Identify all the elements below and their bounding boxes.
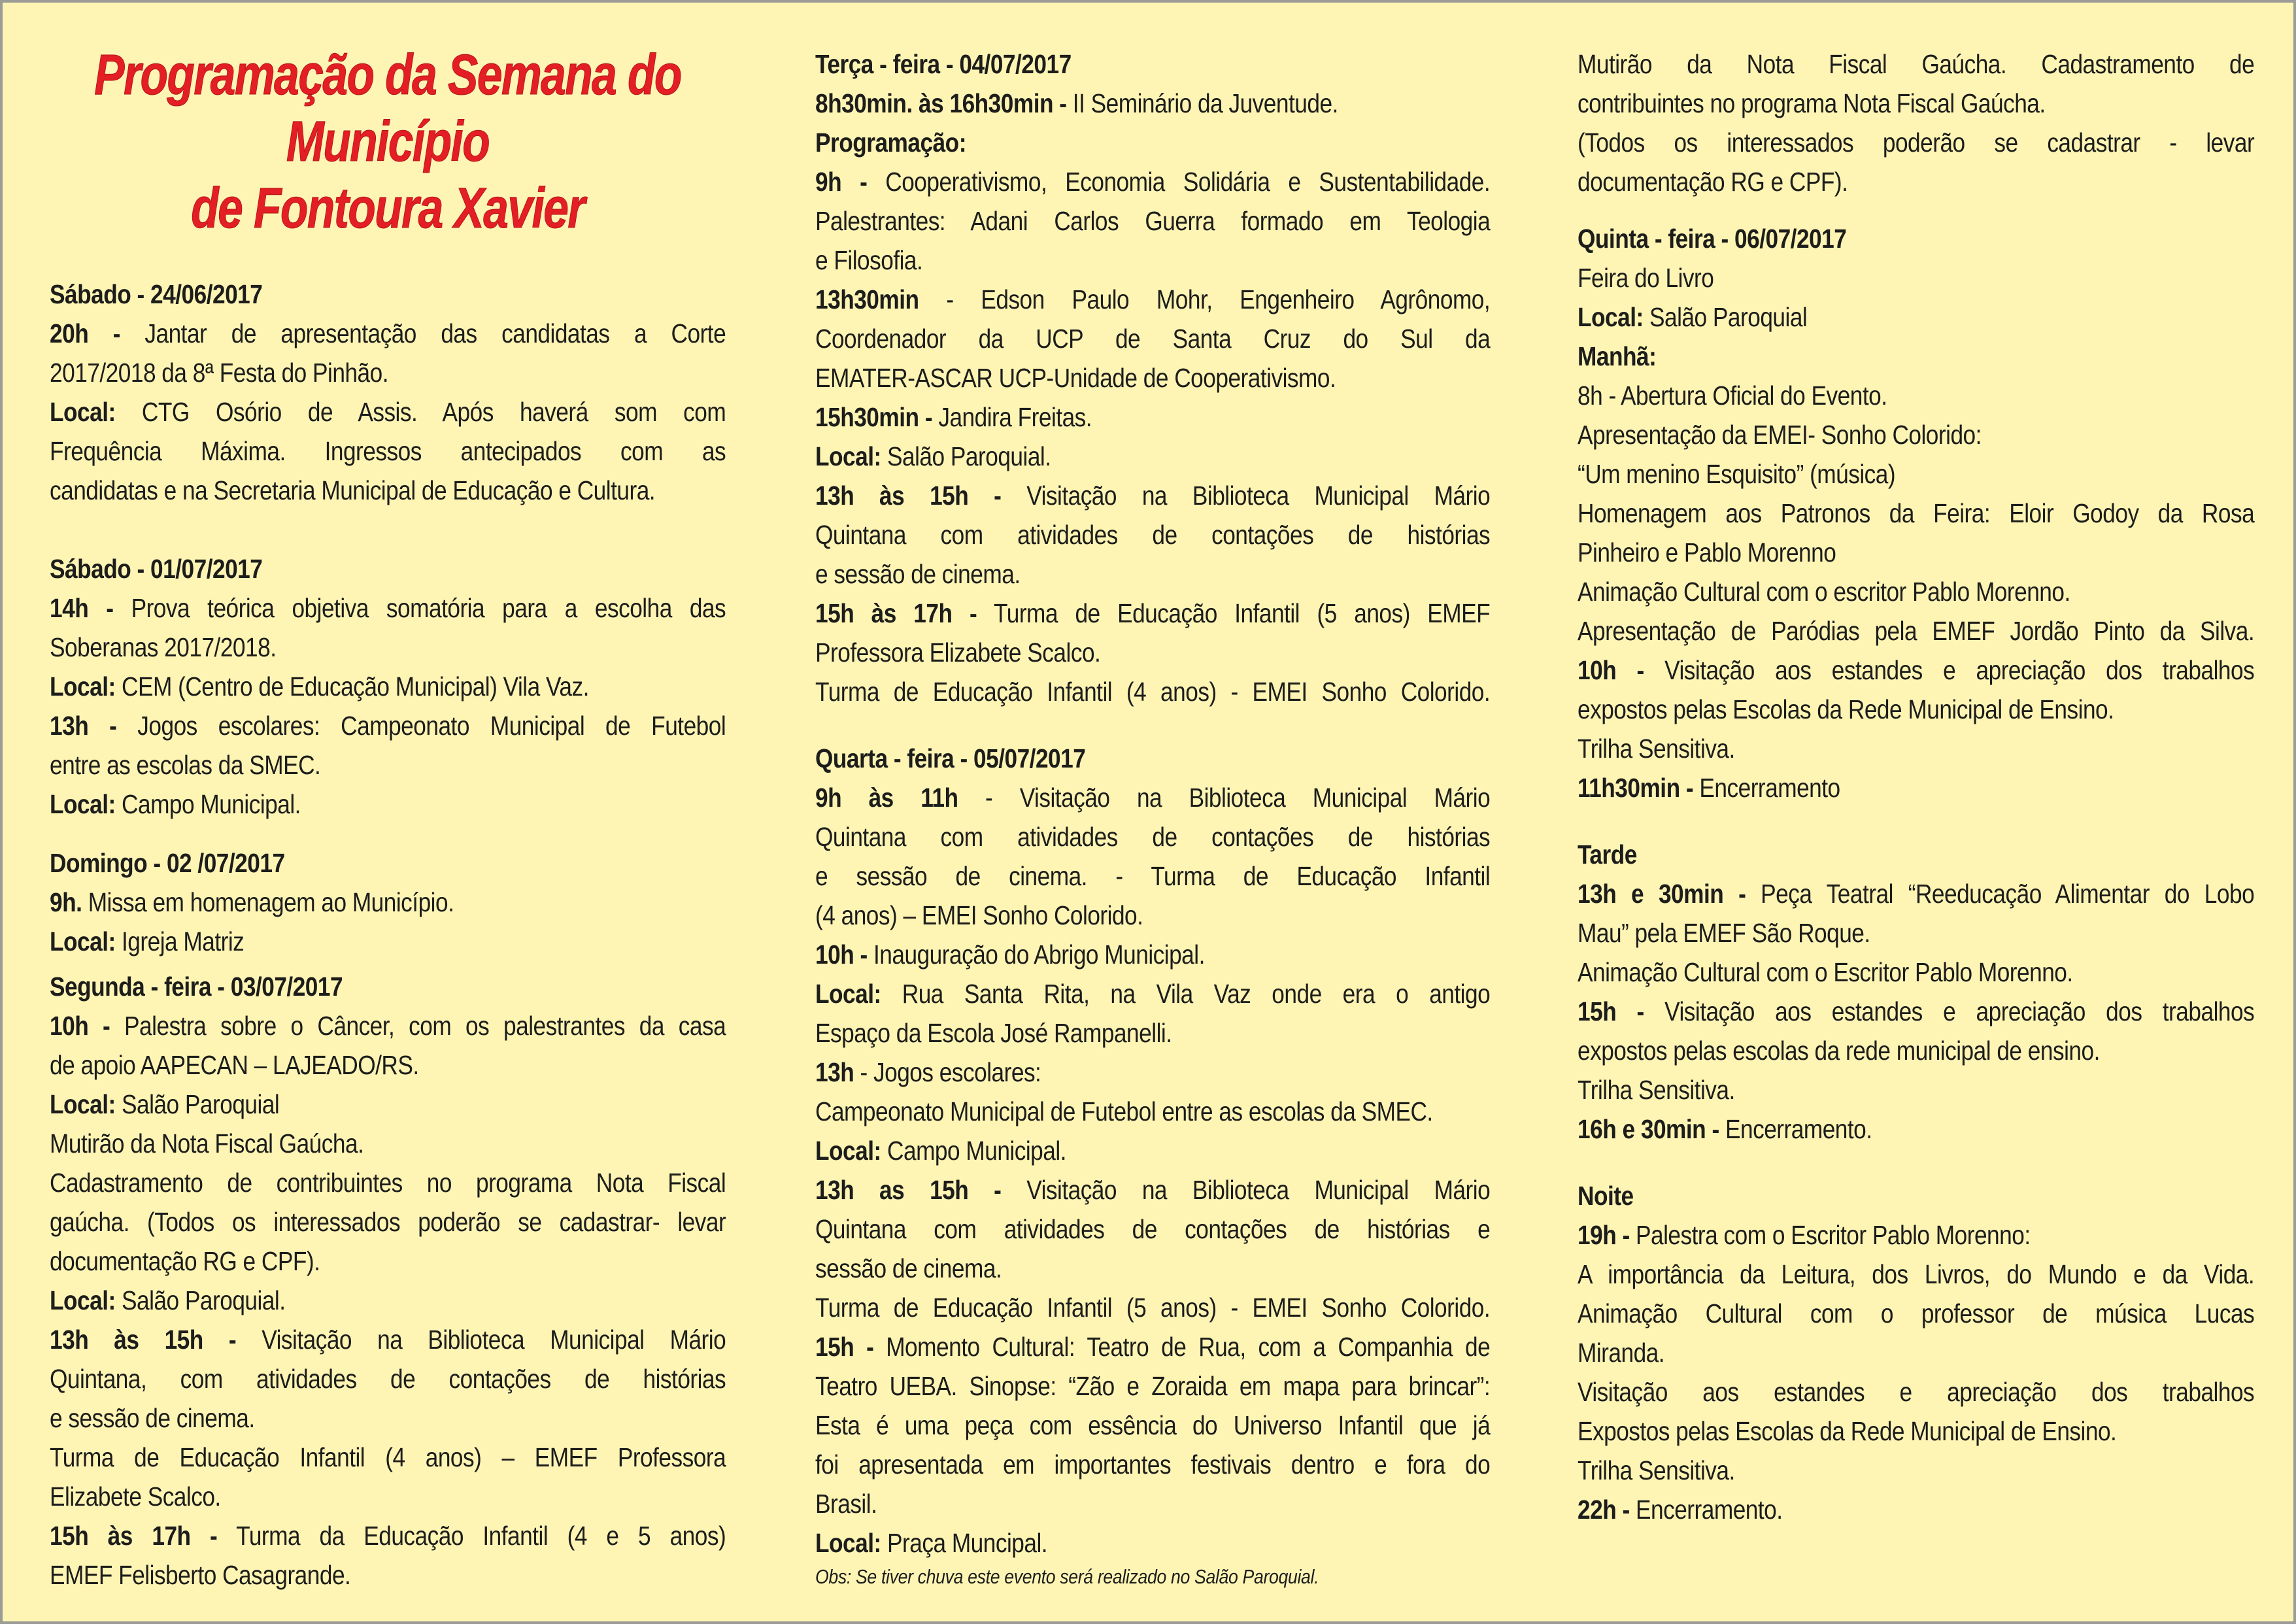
line-text: Coordenador da UCP de Santa Cruz do Sul da xyxy=(815,324,1491,354)
day-heading: Programação: xyxy=(815,127,966,158)
schedule-line xyxy=(815,319,1490,358)
schedule-line xyxy=(1578,1412,2254,1451)
schedule-line xyxy=(1578,768,2254,807)
page-title xyxy=(86,42,689,242)
line-text: - Jogos escolares: xyxy=(854,1057,1041,1087)
line-text: e sessão de cinema. xyxy=(815,559,1021,589)
time-label: Local: xyxy=(50,1089,116,1119)
schedule-line xyxy=(815,1366,1490,1406)
schedule-line xyxy=(50,922,726,961)
day-heading: Quarta - feira - 05/07/2017 xyxy=(815,743,1086,773)
line-text: Igreja Matriz xyxy=(115,926,245,956)
line-text: II Seminário da Juventude. xyxy=(1066,88,1338,118)
schedule-line xyxy=(50,745,726,785)
schedule-line xyxy=(815,1053,1490,1092)
time-label: 20h - xyxy=(50,318,120,348)
schedule-line xyxy=(50,883,726,922)
line-text: Jantar de apresentação das candidatas a Corte xyxy=(120,318,726,348)
line-text: expostos pelas Escolas da Rede Municipal de Ensino. xyxy=(1578,694,2114,724)
line-text: Visitação aos estandes e apreciação dos trabalhos xyxy=(1644,655,2255,685)
line-text: e Filosofia. xyxy=(815,245,923,275)
schedule-line xyxy=(815,1131,1490,1170)
schedule-line xyxy=(815,1288,1490,1327)
schedule-line xyxy=(815,241,1490,280)
line-text: Animação Cultural com o professor de música Lucas xyxy=(1578,1298,2255,1328)
time-label: Local: xyxy=(815,1136,881,1166)
line-text: gaúcha. (Todos os interessados poderão se cadastrar- levar xyxy=(50,1207,726,1237)
line-text: Turma da Educação Infantil (4 e 5 anos) xyxy=(217,1521,726,1551)
time-label: 15h às 17h - xyxy=(815,598,977,628)
schedule-line xyxy=(1578,913,2254,953)
spacer xyxy=(1578,1149,2254,1176)
schedule-line xyxy=(815,554,1490,594)
schedule-line xyxy=(1578,1255,2254,1294)
schedule-line xyxy=(815,1170,1490,1210)
schedule-line xyxy=(815,358,1490,398)
line-text: Missa em homenagem ao Município. xyxy=(82,887,454,917)
line-text: Professora Elizabete Scalco. xyxy=(815,637,1101,668)
time-label: 9h. xyxy=(50,887,82,917)
time-label: Local: xyxy=(50,397,116,427)
line-text: Apresentação de Paródias pela EMEF Jordão Pinto da Silva. xyxy=(1578,616,2255,646)
line-text: - Visitação na Biblioteca Municipal Mário xyxy=(958,783,1491,813)
line-text: Brasil. xyxy=(815,1489,877,1519)
schedule-line xyxy=(1578,376,2254,415)
time-label: Local: xyxy=(815,979,881,1009)
line-text: Prova teórica objetiva somatória para a escolha das xyxy=(113,593,726,623)
line-text: Visitação aos estandes e apreciação dos trabalhos xyxy=(1644,996,2255,1026)
schedule-line xyxy=(1578,1215,2254,1255)
schedule-line xyxy=(1578,729,2254,768)
line-text: Jogos escolares: Campeonato Municipal de Futebol xyxy=(116,711,726,741)
line-text: Peça Teatral “Reeducação Alimentar do Lobo xyxy=(1746,879,2255,909)
line-text: Campo Municipal. xyxy=(115,789,301,819)
line-text: de apoio AAPECAN – LAJEADO/RS. xyxy=(50,1050,419,1080)
line-text: Elizabete Scalco. xyxy=(50,1481,221,1512)
line-text: CEM (Centro de Educação Municipal) Vila Vaz. xyxy=(115,671,589,702)
time-label: Local: xyxy=(50,926,116,956)
schedule-line xyxy=(815,1210,1490,1249)
schedule-line xyxy=(50,392,726,431)
schedule-line xyxy=(815,935,1490,974)
line-text: Salão Paroquial xyxy=(1643,302,1808,332)
time-label: Local: xyxy=(50,671,116,702)
line-text: Encerramento. xyxy=(1719,1114,1872,1144)
schedule-line xyxy=(815,84,1490,123)
time-label: 13h e 30min - xyxy=(1578,879,1746,909)
schedule-line xyxy=(1578,953,2254,992)
schedule-line xyxy=(50,1359,726,1398)
line-text: entre as escolas da SMEC. xyxy=(50,750,321,780)
line-text: Praça Muncipal. xyxy=(881,1528,1048,1558)
schedule-right xyxy=(1578,44,2254,1529)
line-text: Trilha Sensitiva. xyxy=(1578,1455,1735,1485)
line-text: Palestra sobre o Câncer, com os palestrantes da casa xyxy=(110,1011,726,1041)
time-label: 15h às 17h - xyxy=(50,1521,218,1551)
schedule-line xyxy=(815,1013,1490,1053)
schedule-line xyxy=(815,896,1490,935)
line-text: - Edson Paulo Mohr, Engenheiro Agrônomo, xyxy=(919,284,1491,314)
schedule-line xyxy=(815,856,1490,896)
time-label: 13h30min xyxy=(815,284,919,314)
line-text: Palestrantes: Adani Carlos Guerra formado em Teologia xyxy=(815,206,1491,236)
schedule-line xyxy=(815,817,1490,856)
line-text: Mau” pela EMEF São Roque. xyxy=(1578,918,1870,948)
schedule-line xyxy=(50,1555,726,1595)
time-label: 13h as 15h - xyxy=(815,1175,1002,1205)
time-label: 10h - xyxy=(1578,655,1644,685)
schedule-line xyxy=(815,476,1490,515)
line-text: Palestra com o Escritor Pablo Morenno: xyxy=(1629,1220,2031,1250)
line-text: Encerramento xyxy=(1693,773,1840,803)
schedule-line xyxy=(815,1092,1490,1131)
time-label: 13h às 15h - xyxy=(50,1325,237,1355)
spacer xyxy=(1578,807,2254,835)
time-label: 15h30min - xyxy=(815,402,933,432)
schedule-line xyxy=(815,201,1490,241)
line-text: Cooperativismo, Economia Solidária e Sustentabilidade. xyxy=(867,167,1491,197)
day-heading: Noite xyxy=(1578,1181,1634,1211)
schedule-line xyxy=(1578,162,2254,201)
column-right xyxy=(1578,3,2254,1529)
line-text: Salão Paroquial xyxy=(115,1089,280,1119)
schedule-line xyxy=(815,1484,1490,1523)
schedule-line xyxy=(50,1281,726,1320)
schedule-line xyxy=(50,1516,726,1555)
schedule-line xyxy=(50,1085,726,1124)
line-text: Quintana com atividades de contações de histórias xyxy=(815,520,1491,550)
observation-note: Obs: Se tiver chuva este evento será realizado no Salão Paroquial. xyxy=(815,1565,1319,1588)
schedule-line xyxy=(50,667,726,706)
schedule-line xyxy=(1578,992,2254,1031)
line-text: sessão de cinema. xyxy=(815,1253,1002,1283)
line-text: candidatas e na Secretaria Municipal de Educação e Cultura. xyxy=(50,475,656,505)
line-text: EMATER-ASCAR UCP-Unidade de Cooperativismo. xyxy=(815,363,1336,393)
day-heading: Domingo - 02 /07/2017 xyxy=(50,848,285,878)
line-text: Rua Santa Rita, na Vila Vaz onde era o antigo xyxy=(881,979,1491,1009)
line-text: Visitação na Biblioteca Municipal Mário xyxy=(1001,481,1491,511)
schedule-line xyxy=(50,1163,726,1202)
title-line-2: de Fontoura Xavier xyxy=(191,177,584,240)
schedule-line xyxy=(50,706,726,745)
time-label: Local: xyxy=(1578,302,1644,332)
day-heading: Quinta - feira - 06/07/2017 xyxy=(1578,224,1847,254)
spacer xyxy=(1578,201,2254,219)
schedule-line xyxy=(815,1327,1490,1366)
schedule-line xyxy=(1578,494,2254,533)
spacer xyxy=(50,824,726,843)
schedule-line xyxy=(815,515,1490,554)
line-text: Mutirão da Nota Fiscal Gaúcha. xyxy=(50,1128,364,1159)
column-middle xyxy=(815,3,1490,1591)
schedule-line xyxy=(815,1523,1490,1563)
line-text: Quintana, com atividades de contações de histórias xyxy=(50,1364,726,1394)
schedule-line xyxy=(1578,454,2254,494)
day-heading: Sábado - 24/06/2017 xyxy=(50,279,263,309)
line-text: Salão Paroquial. xyxy=(115,1285,286,1315)
schedule-line xyxy=(50,1006,726,1045)
schedule-line xyxy=(815,280,1490,319)
line-text: Esta é uma peça com essência do Universo Infantil que já xyxy=(815,1410,1491,1440)
schedule-line xyxy=(1578,297,2254,337)
line-text: EMEF Felisberto Casagrande. xyxy=(50,1560,351,1590)
line-text: 8h - Abertura Oficial do Evento. xyxy=(1578,381,1887,411)
schedule-line xyxy=(1578,1372,2254,1412)
time-label: 15h - xyxy=(815,1332,874,1362)
schedule-line xyxy=(50,1477,726,1516)
schedule-line xyxy=(1578,651,2254,690)
schedule-line xyxy=(815,974,1490,1013)
line-text: Inauguração do Abrigo Municipal. xyxy=(867,939,1205,970)
time-label: Local: xyxy=(50,1285,116,1315)
schedule-line xyxy=(50,431,726,471)
schedule-line xyxy=(815,672,1490,711)
line-text: Trilha Sensitiva. xyxy=(1578,734,1735,764)
schedule-line xyxy=(1578,1294,2254,1333)
line-text: Animação Cultural com o Escritor Pablo Morenno. xyxy=(1578,957,2073,987)
schedule-line xyxy=(50,1438,726,1477)
line-text: Turma de Educação Infantil (4 anos) - EMEI Sonho Colorido. xyxy=(815,677,1491,707)
line-text: e sessão de cinema. xyxy=(50,1403,255,1433)
schedule-line xyxy=(1578,44,2254,84)
day-heading: Segunda - feira - 03/07/2017 xyxy=(50,972,343,1002)
line-text: Campeonato Municipal de Futebol entre as escolas da SMEC. xyxy=(815,1096,1433,1126)
schedule-line xyxy=(1578,84,2254,123)
line-text: Teatro UEBA. Sinopse: “Zão e Zoraida em mapa para brincar”: xyxy=(815,1371,1491,1401)
line-text: Cadastramento de contribuintes no programa Nota Fiscal xyxy=(50,1168,726,1198)
schedule-line xyxy=(815,1445,1490,1484)
line-text: (4 anos) – EMEI Sonho Colorido. xyxy=(815,900,1143,930)
line-text: Expostos pelas Escolas da Rede Municipal de Ensino. xyxy=(1578,1416,2117,1446)
line-text: Turma de Educação Infantil (5 anos) EMEF xyxy=(977,598,1491,628)
time-label: 13h às 15h - xyxy=(815,481,1002,511)
line-text: “Um menino Esquisito” (música) xyxy=(1578,459,1896,489)
line-text: Salão Paroquial. xyxy=(881,441,1051,471)
schedule-line xyxy=(815,594,1490,633)
spacer xyxy=(815,711,1490,739)
schedule-line xyxy=(815,162,1490,201)
schedule-line xyxy=(1578,415,2254,454)
schedule-line xyxy=(50,314,726,353)
line-text: Frequência Máxima. Ingressos antecipados com as xyxy=(50,436,726,466)
schedule-line xyxy=(815,398,1490,437)
line-text: A importância da Leitura, dos Livros, do Mundo e da Vida. xyxy=(1578,1259,2255,1289)
schedule-line xyxy=(50,1202,726,1242)
time-label: 14h - xyxy=(50,593,114,623)
line-text: Trilha Sensitiva. xyxy=(1578,1075,1735,1105)
line-text: Encerramento. xyxy=(1629,1495,1783,1525)
line-text: Momento Cultural: Teatro de Rua, com a Companhia de xyxy=(873,1332,1491,1362)
line-text: contribuintes no programa Nota Fiscal Gaúcha. xyxy=(1578,88,2046,118)
line-text: Homenagem aos Patronos da Feira: Eloir Godoy da Rosa xyxy=(1578,498,2255,528)
schedule-line xyxy=(1578,1333,2254,1372)
time-label: 13h - xyxy=(50,711,117,741)
schedule-line xyxy=(50,588,726,628)
schedule-line xyxy=(50,1242,726,1281)
time-label: 16h e 30min - xyxy=(1578,1114,1719,1144)
time-label: 13h xyxy=(815,1057,854,1087)
line-text: Animação Cultural com o escritor Pablo Morenno. xyxy=(1578,577,2070,607)
day-heading: Terça - feira - 04/07/2017 xyxy=(815,49,1072,79)
time-label: Local: xyxy=(50,789,116,819)
line-text: Campo Municipal. xyxy=(881,1136,1066,1166)
schedule-line xyxy=(1578,1490,2254,1529)
line-text: Soberanas 2017/2018. xyxy=(50,632,277,662)
day-heading: Manhã: xyxy=(1578,341,1657,371)
line-text: Turma de Educação Infantil (5 anos) - EMEI Sonho Colorido. xyxy=(815,1293,1491,1323)
schedule-line xyxy=(1578,572,2254,611)
time-label: 9h - xyxy=(815,167,868,197)
time-label: 10h - xyxy=(815,939,868,970)
line-text: Visitação na Biblioteca Municipal Mário xyxy=(236,1325,726,1355)
day-heading: Sábado - 01/07/2017 xyxy=(50,554,263,584)
line-text: Quintana com atividades de contações de histórias e xyxy=(815,1214,1491,1244)
schedule-line xyxy=(50,353,726,392)
line-text: Pinheiro e Pablo Morenno xyxy=(1578,537,1836,567)
schedule-line xyxy=(1578,533,2254,572)
schedule-line xyxy=(1578,611,2254,651)
schedule-line xyxy=(1578,1070,2254,1109)
schedule-line xyxy=(50,471,726,510)
schedule-line xyxy=(50,785,726,824)
schedule-left xyxy=(50,275,726,1595)
schedule-middle xyxy=(815,44,1490,1591)
time-label: Local: xyxy=(815,441,881,471)
schedule-line xyxy=(815,1406,1490,1445)
line-text: Miranda. xyxy=(1578,1338,1665,1368)
schedule-line xyxy=(1578,690,2254,729)
line-text: 2017/2018 da 8ª Festa do Pinhão. xyxy=(50,358,389,388)
time-label: 15h - xyxy=(1578,996,1644,1026)
schedule-line xyxy=(1578,1109,2254,1149)
time-label: 10h - xyxy=(50,1011,110,1041)
schedule-line xyxy=(50,1320,726,1359)
schedule-line xyxy=(1578,874,2254,913)
line-text: expostos pelas escolas da rede municipal de ensino. xyxy=(1578,1036,2100,1066)
schedule-line xyxy=(50,628,726,667)
time-label: 19h - xyxy=(1578,1220,1630,1250)
column-left xyxy=(50,3,726,1595)
line-text: Turma de Educação Infantil (4 anos) – EMEF Professora xyxy=(50,1442,726,1472)
schedule-line xyxy=(50,1398,726,1438)
spacer xyxy=(50,510,726,549)
schedule-line xyxy=(1578,1451,2254,1490)
schedule-line xyxy=(50,1124,726,1163)
schedule-line xyxy=(1578,258,2254,297)
line-text: Visitação na Biblioteca Municipal Mário xyxy=(1001,1175,1491,1205)
spacer xyxy=(50,961,726,967)
schedule-line xyxy=(1578,1031,2254,1070)
line-text: Espaço da Escola José Rampanelli. xyxy=(815,1018,1172,1048)
line-text: e sessão de cinema. - Turma de Educação Infantil xyxy=(815,861,1491,891)
schedule-line xyxy=(815,633,1490,672)
title-line-1: Programação da Semana do Município xyxy=(94,43,681,173)
line-text: CTG Osório de Assis. Após haverá som com xyxy=(115,397,726,427)
line-text: Quintana com atividades de contações de histórias xyxy=(815,822,1491,852)
line-text: documentação RG e CPF). xyxy=(1578,167,1848,197)
time-label: 8h30min. às 16h30min - xyxy=(815,88,1067,118)
schedule-line xyxy=(815,778,1490,817)
line-text: foi apresentada em importantes festivais dentro e fora do xyxy=(815,1449,1491,1480)
day-heading: Tarde xyxy=(1578,839,1637,870)
schedule-line xyxy=(815,437,1490,476)
line-text: Apresentação da EMEI- Sonho Colorido: xyxy=(1578,420,1982,450)
line-text: Visitação aos estandes e apreciação dos trabalhos xyxy=(1578,1377,2255,1407)
line-text: Mutirão da Nota Fiscal Gaúcha. Cadastramento de xyxy=(1578,49,2255,79)
line-text: Feira do Livro xyxy=(1578,263,1714,293)
schedule-line xyxy=(1578,123,2254,162)
schedule-line xyxy=(815,1249,1490,1288)
line-text: Jandira Freitas. xyxy=(932,402,1092,432)
schedule-line xyxy=(50,1045,726,1085)
time-label: 9h às 11h xyxy=(815,783,958,813)
time-label: 11h30min - xyxy=(1578,773,1694,803)
time-label: 22h - xyxy=(1578,1495,1630,1525)
time-label: Local: xyxy=(815,1528,881,1558)
line-text: documentação RG e CPF). xyxy=(50,1246,320,1276)
line-text: (Todos os interessados poderão se cadastrar - levar xyxy=(1578,127,2255,158)
